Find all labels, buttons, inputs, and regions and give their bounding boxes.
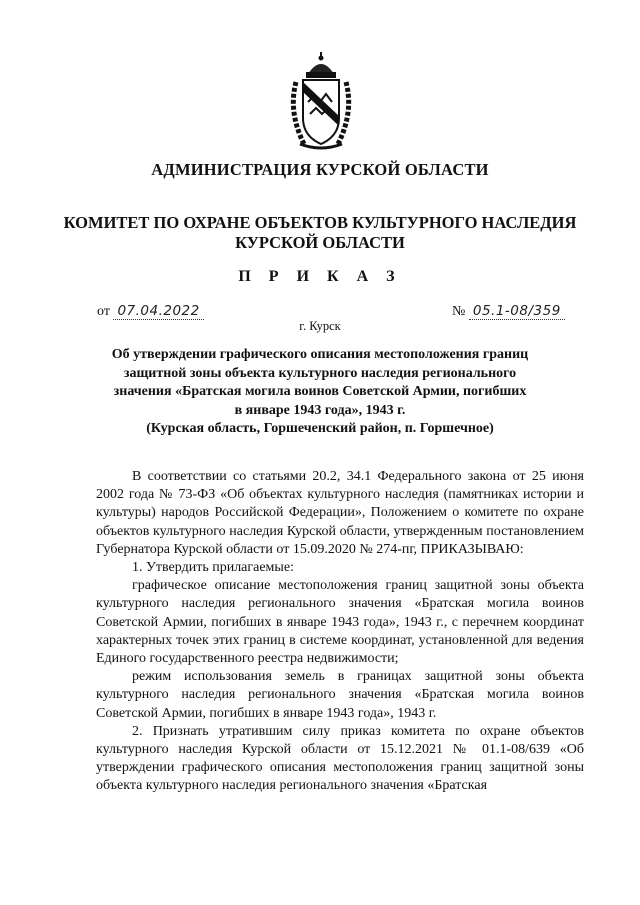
subject-line: значения «Братская могила воинов Советской Армии, погибших (113, 384, 527, 399)
subject-line: в январе 1943 года», 1943 г. (234, 402, 406, 418)
handwritten-date: 07.04.2022 (113, 303, 203, 320)
committee-title-line: КОМИТЕТ ПО ОХРАНЕ ОБЪЕКТОВ КУЛЬТУРНОГО НАСЛЕДИЯ (63, 213, 577, 232)
number-line (452, 303, 565, 320)
order-body (96, 468, 584, 796)
administration-title: АДМИНИСТРАЦИЯ КУРСКОЙ ОБЛАСТИ (151, 160, 489, 179)
handwritten-number: 05.1-08/359 (469, 303, 565, 320)
document-type-heading: П Р И К А З (238, 268, 402, 285)
city-label: г. Курск (299, 319, 341, 333)
subject-line: защитной зоны объекта культурного наследия регионального (123, 365, 517, 381)
order-subject (95, 346, 545, 439)
body-paragraph: графическое описание местоположения границ защитной зоны объекта культурного наследия регионального значения «Братская могила воинов Советской Армии, погибших в январе 1943 года», 1943 г., с перечнем координат характерных точек этих границ в системе координат, установленной для ведения Единого государственного реестра недвижимости; (96, 578, 584, 667)
subject-line: (Курская область, Горшеченский район, п. Горшечное) (146, 421, 494, 436)
date-line (97, 303, 204, 320)
subject-line: Об утверждении графического описания местоположения границ (111, 347, 529, 362)
body-paragraph: 1. Утвердить прилагаемые: (132, 560, 294, 576)
committee-title (40, 213, 600, 253)
body-paragraph: режим использования земель в границах защитной зоны объекта культурного наследия регионального значения «Братская могила воинов Советской Армии, погибших в январе 1943 года», 1943 г. (96, 669, 584, 721)
coat-of-arms-emblem (286, 52, 356, 152)
committee-title-line: КУРСКОЙ ОБЛАСТИ (235, 233, 405, 252)
body-paragraph: 2. Признать утратившим силу приказ комитета по охране объектов культурного наследия Курской области от 15.12.2021 № 01.1-08/639 «Об утверждении графического описания местоположения границ защитной зоны объекта культурного наследия регионального значения «Братская (96, 723, 584, 794)
body-paragraph: В соответствии со статьями 20.2, 34.1 Федерального закона от 25 июня 2002 года № 73-ФЗ «Об объектах культурного наследия (памятниках истории и культуры) народов Российской Федерации», Положением о комитете по охране объектов культурного наследия Курской области, утвержденным постановлением Губернатора Курской области от 15.09.2020 № 274-пг, ПРИКАЗЫВАЮ: (96, 469, 584, 557)
number-prefix: № (452, 304, 466, 319)
date-prefix: от (97, 304, 110, 319)
